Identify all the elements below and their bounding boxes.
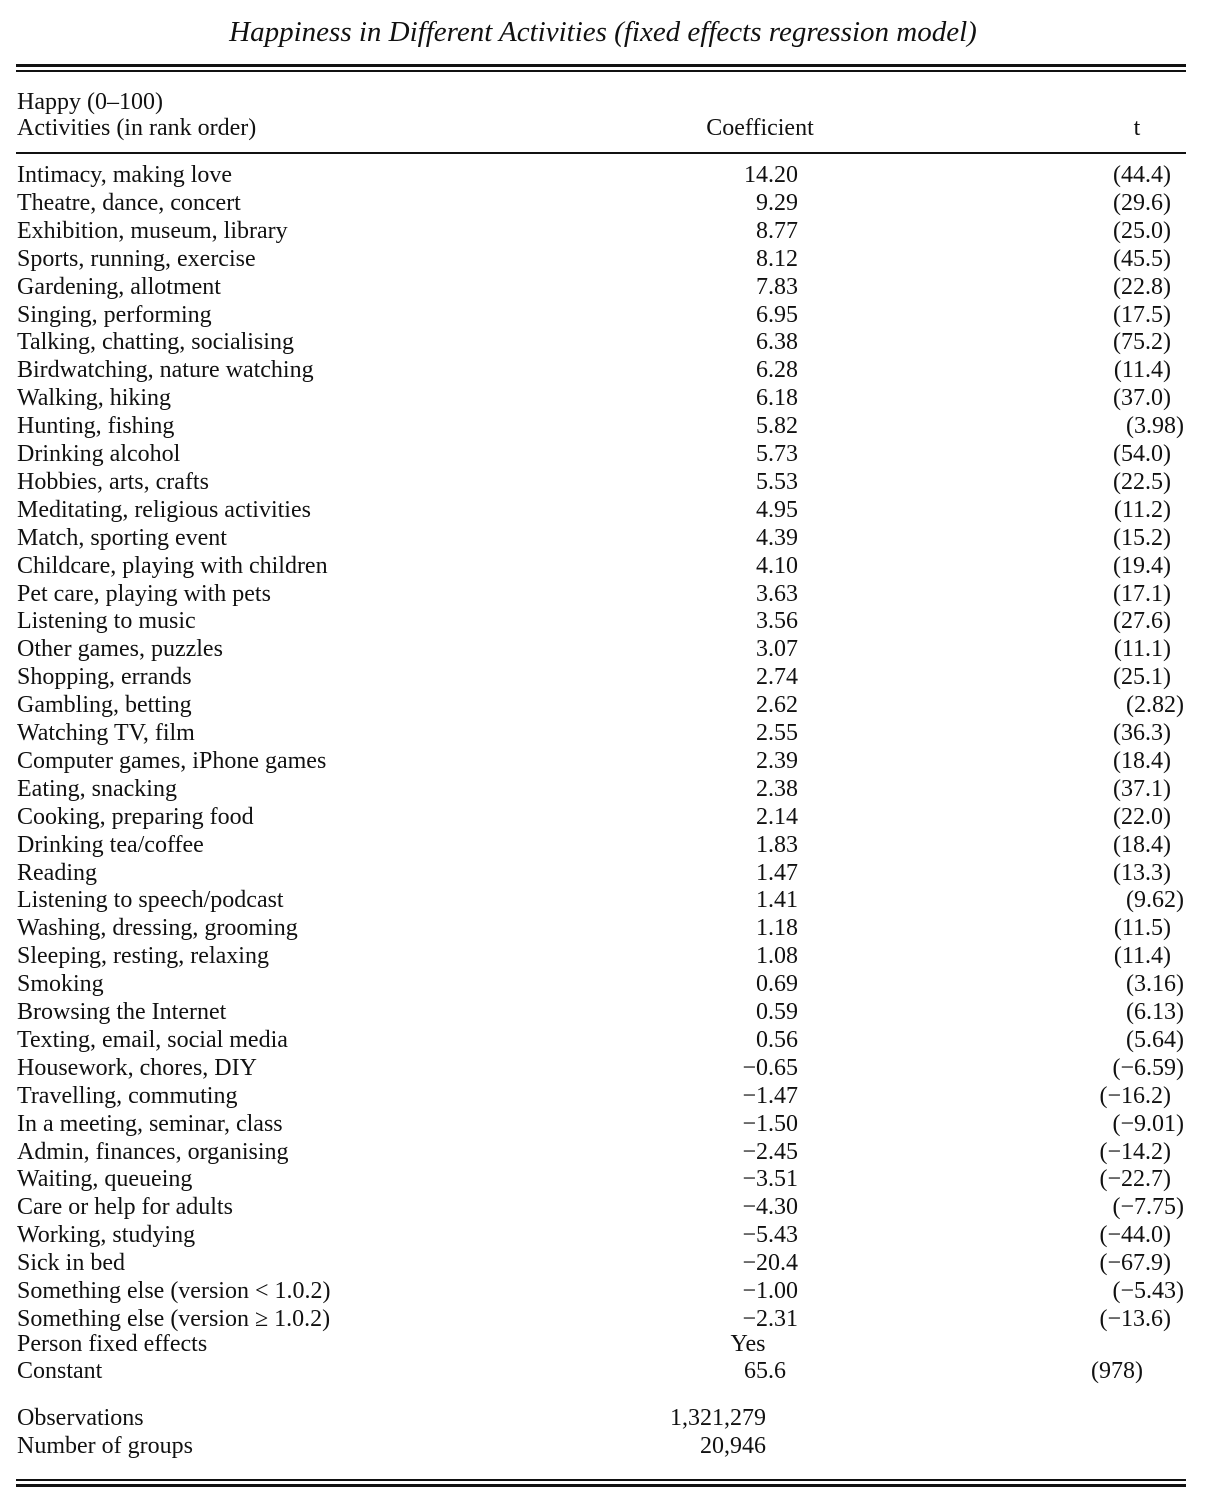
row-t-statistic: (11.2) — [1113, 497, 1171, 523]
row-activity: Something else (version < 1.0.2) — [17, 1278, 331, 1304]
row-activity: Intimacy, making love — [17, 162, 233, 188]
row-coefficient: 5.82 — [756, 413, 798, 439]
row-activity: Texting, email, social media — [17, 1027, 288, 1053]
row-activity: Meditating, religious activities — [17, 497, 311, 523]
row-t-statistic: (27.6) — [1113, 608, 1171, 634]
constant-t: (978) — [1091, 1358, 1143, 1384]
row-activity: Eating, snacking — [17, 776, 177, 802]
row-coefficient: 1.47 — [756, 860, 798, 886]
row-coefficient: 2.39 — [756, 748, 798, 774]
constant-label: Constant — [17, 1358, 103, 1384]
row-activity: Birdwatching, nature watching — [17, 357, 314, 383]
constant-coefficient: 65.6 — [744, 1358, 786, 1384]
row-coefficient: 2.62 — [756, 692, 798, 718]
row-activity: Housework, chores, DIY — [17, 1055, 257, 1081]
row-activity: Reading — [17, 860, 97, 886]
row-t-statistic: (22.8) — [1113, 274, 1171, 300]
row-activity: Watching TV, film — [17, 720, 195, 746]
bottom-double-rule-lower — [16, 1484, 1186, 1487]
row-coefficient: 5.53 — [756, 469, 798, 495]
row-activity: Hunting, fishing — [17, 413, 175, 439]
row-coefficient: 1.18 — [756, 915, 798, 941]
row-coefficient: 2.38 — [756, 776, 798, 802]
row-coefficient: −4.30 — [742, 1194, 798, 1220]
row-coefficient: −1.47 — [742, 1083, 798, 1109]
row-activity: Travelling, commuting — [17, 1083, 238, 1109]
observations-label: Observations — [17, 1405, 144, 1431]
row-coefficient: −0.65 — [742, 1055, 798, 1081]
row-coefficient: 4.10 — [756, 553, 798, 579]
row-t-statistic: (3.98) — [1126, 413, 1184, 439]
row-t-statistic: (−9.01) — [1112, 1111, 1184, 1137]
row-t-statistic: (75.2) — [1113, 329, 1171, 355]
row-coefficient: 4.39 — [756, 525, 798, 551]
header-dependent-variable: Happy (0–100) — [17, 89, 163, 115]
row-activity: Gambling, betting — [17, 692, 192, 718]
row-activity: Drinking tea/coffee — [17, 832, 204, 858]
row-activity: Listening to music — [17, 608, 196, 634]
row-activity: Working, studying — [17, 1222, 196, 1248]
row-t-statistic: (−16.2) — [1099, 1083, 1171, 1109]
row-coefficient: 4.95 — [756, 497, 798, 523]
row-activity: Talking, chatting, socialising — [17, 329, 294, 355]
row-coefficient: 3.07 — [756, 636, 798, 662]
row-t-statistic: (25.1) — [1113, 664, 1171, 690]
row-activity: Care or help for adults — [17, 1194, 233, 1220]
row-coefficient: −3.51 — [742, 1166, 798, 1192]
row-t-statistic: (19.4) — [1113, 553, 1171, 579]
row-activity: Pet care, playing with pets — [17, 581, 271, 607]
row-coefficient: −2.31 — [742, 1306, 798, 1332]
row-t-statistic: (15.2) — [1113, 525, 1171, 551]
row-t-statistic: (17.1) — [1113, 581, 1171, 607]
groups-value: 20,946 — [700, 1433, 766, 1459]
row-coefficient: −20.4 — [742, 1250, 798, 1276]
row-coefficient: 3.56 — [756, 608, 798, 634]
top-double-rule-upper — [16, 64, 1186, 67]
row-activity: Theatre, dance, concert — [17, 190, 241, 216]
row-coefficient: 6.38 — [756, 329, 798, 355]
row-activity: Sick in bed — [17, 1250, 125, 1276]
row-t-statistic: (36.3) — [1113, 720, 1171, 746]
row-coefficient: 14.20 — [744, 162, 798, 188]
row-t-statistic: (13.3) — [1113, 860, 1171, 886]
row-t-statistic: (54.0) — [1113, 441, 1171, 467]
row-t-statistic: (−44.0) — [1099, 1222, 1171, 1248]
fixed-effects-label: Person fixed effects — [17, 1331, 208, 1357]
row-activity: Match, sporting event — [17, 525, 227, 551]
header-t: t — [1133, 115, 1141, 141]
header-coefficient: Coefficient — [706, 115, 814, 141]
row-activity: Childcare, playing with children — [17, 553, 328, 579]
row-coefficient: 0.59 — [756, 999, 798, 1025]
row-activity: Admin, finances, organising — [17, 1139, 289, 1165]
row-t-statistic: (3.16) — [1126, 971, 1184, 997]
row-activity: Something else (version ≥ 1.0.2) — [17, 1306, 331, 1332]
row-coefficient: 0.56 — [756, 1027, 798, 1053]
fixed-effects-value: Yes — [730, 1331, 766, 1357]
row-t-statistic: (29.6) — [1113, 190, 1171, 216]
row-coefficient: 2.74 — [756, 664, 798, 690]
row-coefficient: 3.63 — [756, 581, 798, 607]
row-activity: Gardening, allotment — [17, 274, 221, 300]
row-activity: Walking, hiking — [17, 385, 172, 411]
row-coefficient: −5.43 — [742, 1222, 798, 1248]
row-coefficient: 0.69 — [756, 971, 798, 997]
row-coefficient: −1.50 — [742, 1111, 798, 1137]
row-t-statistic: (−6.59) — [1112, 1055, 1184, 1081]
row-t-statistic: (37.0) — [1113, 385, 1171, 411]
row-t-statistic: (6.13) — [1126, 999, 1184, 1025]
row-coefficient: 7.83 — [756, 274, 798, 300]
row-t-statistic: (22.5) — [1113, 469, 1171, 495]
row-activity: Listening to speech/podcast — [17, 887, 284, 913]
row-coefficient: 9.29 — [756, 190, 798, 216]
header-rule — [16, 152, 1186, 154]
row-t-statistic: (−5.43) — [1112, 1278, 1184, 1304]
row-activity: Washing, dressing, grooming — [17, 915, 298, 941]
row-activity: Other games, puzzles — [17, 636, 223, 662]
row-activity: Browsing the Internet — [17, 999, 227, 1025]
row-t-statistic: (11.4) — [1113, 943, 1171, 969]
row-t-statistic: (−22.7) — [1099, 1166, 1171, 1192]
row-t-statistic: (9.62) — [1126, 887, 1184, 913]
row-t-statistic: (−13.6) — [1099, 1306, 1171, 1332]
row-coefficient: 2.55 — [756, 720, 798, 746]
row-t-statistic: (44.4) — [1113, 162, 1171, 188]
row-t-statistic: (−14.2) — [1099, 1139, 1171, 1165]
row-coefficient: 6.28 — [756, 357, 798, 383]
row-activity: Smoking — [17, 971, 104, 997]
row-t-statistic: (45.5) — [1113, 246, 1171, 272]
top-double-rule-lower — [16, 70, 1186, 72]
row-coefficient: 8.12 — [756, 246, 798, 272]
row-t-statistic: (−7.75) — [1112, 1194, 1184, 1220]
table-title: Happiness in Different Activities (fixed effects regression model) — [229, 16, 977, 48]
row-coefficient: 5.73 — [756, 441, 798, 467]
row-activity: Cooking, preparing food — [17, 804, 254, 830]
row-t-statistic: (5.64) — [1126, 1027, 1184, 1053]
row-coefficient: 8.77 — [756, 218, 798, 244]
row-t-statistic: (−67.9) — [1099, 1250, 1171, 1276]
row-coefficient: 1.83 — [756, 832, 798, 858]
row-t-statistic: (18.4) — [1113, 748, 1171, 774]
row-t-statistic: (22.0) — [1113, 804, 1171, 830]
observations-value: 1,321,279 — [670, 1405, 766, 1431]
row-activity: Waiting, queueing — [17, 1166, 193, 1192]
row-activity: Singing, performing — [17, 302, 212, 328]
row-activity: Sleeping, resting, relaxing — [17, 943, 269, 969]
row-activity: Shopping, errands — [17, 664, 192, 690]
row-coefficient: 1.41 — [756, 887, 798, 913]
row-t-statistic: (11.1) — [1113, 636, 1171, 662]
row-activity: Exhibition, museum, library — [17, 218, 288, 244]
row-activity: In a meeting, seminar, class — [17, 1111, 283, 1137]
bottom-double-rule-upper — [16, 1479, 1186, 1481]
row-t-statistic: (25.0) — [1113, 218, 1171, 244]
row-coefficient: 2.14 — [756, 804, 798, 830]
row-activity: Computer games, iPhone games — [17, 748, 327, 774]
row-t-statistic: (18.4) — [1113, 832, 1171, 858]
groups-label: Number of groups — [17, 1433, 193, 1459]
row-coefficient: 1.08 — [756, 943, 798, 969]
row-t-statistic: (2.82) — [1126, 692, 1184, 718]
row-coefficient: −1.00 — [742, 1278, 798, 1304]
row-t-statistic: (17.5) — [1113, 302, 1171, 328]
row-activity: Drinking alcohol — [17, 441, 181, 467]
row-t-statistic: (11.5) — [1113, 915, 1171, 941]
row-coefficient: 6.95 — [756, 302, 798, 328]
row-coefficient: 6.18 — [756, 385, 798, 411]
row-t-statistic: (11.4) — [1113, 357, 1171, 383]
row-t-statistic: (37.1) — [1113, 776, 1171, 802]
row-activity: Hobbies, arts, crafts — [17, 469, 209, 495]
header-activities: Activities (in rank order) — [17, 115, 257, 141]
row-activity: Sports, running, exercise — [17, 246, 256, 272]
row-coefficient: −2.45 — [742, 1139, 798, 1165]
